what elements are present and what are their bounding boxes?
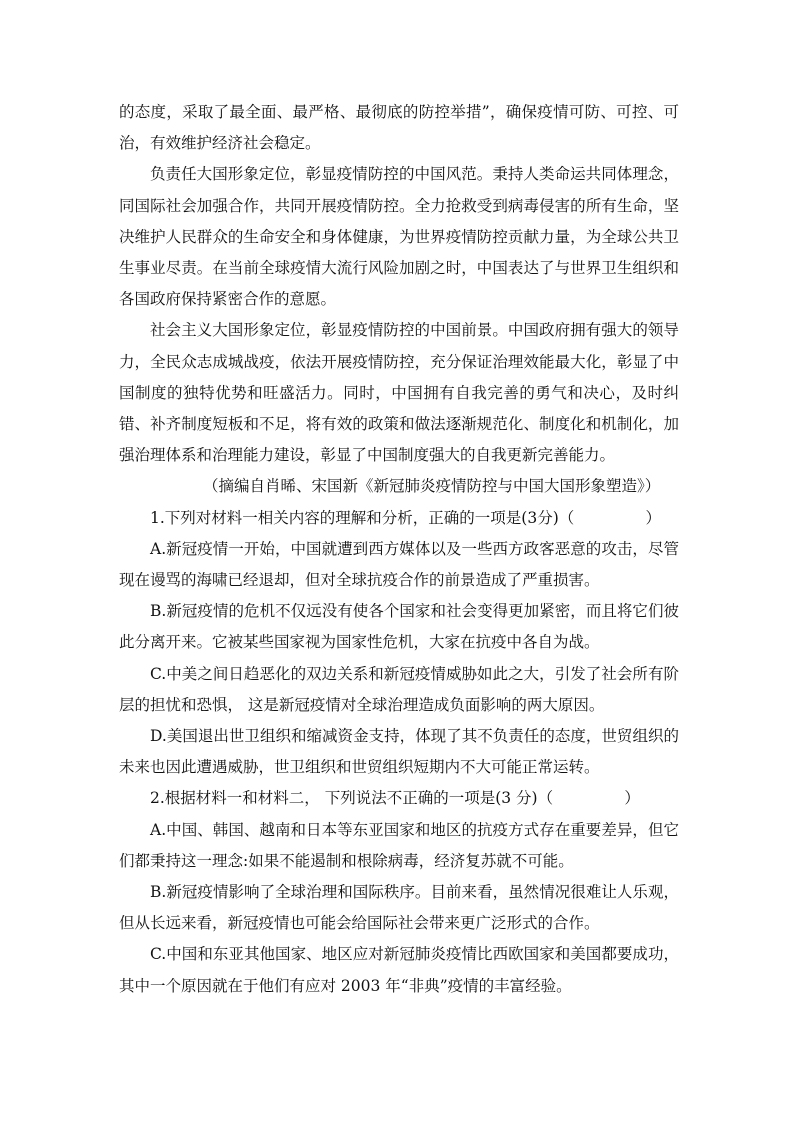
question-2-option-c: C.中国和东亚其他国家、地区应对新冠肺炎疫情比西欧国家和美国都要成功，其中一个原因就在于他们有应对 2003 年“非典”疫情的丰富经验。 [119, 945, 679, 995]
question-stem-close: ） [624, 789, 640, 808]
passage-paragraph-socialist-power: 社会主义大国形象定位，彰显疫情防控的中国前景。中国政府拥有强大的领导力，全民众志成城战疫，依法开展疫情防控，充分保证治理效能最大化，彰显了中国制度的独特优势和旺盛活力。同时，中国拥有自我完善的勇气和决心，及时纠错、补齐制度短板和不足，将有效的政策和做法逐渐规范化、制度化和机制化，加强治理体系和治理能力建设，彰显了中国制度强大的自我更新完善能力。 [119, 321, 679, 465]
document-page [119, 97, 679, 1002]
question-1 [119, 503, 679, 784]
question-1-option-d: D.美国退出世卫组织和缩减资金支持，体现了其不负责任的态度，世贸组织的未来也因此遭遇威胁，世卫组织和世贸组织短期内不大可能正常运转。 [119, 727, 679, 777]
question-1-option-b: B.新冠疫情的危机不仅远没有使各个国家和社会变得更加紧密，而且将它们彼此分离开来。它被某些国家视为国家性危机，大家在抗疫中各自为战。 [119, 602, 679, 652]
question-1-option-a: A.新冠疫情一开始，中国就遭到西方媒体以及一些西方政客恶意的攻击，尽管现在谩骂的海啸已经退却，但对全球抗疫合作的前景造成了严重损害。 [119, 539, 679, 590]
passage-paragraph-continuation: 的态度，采取了最全面、最严格、最彻底的防控举措”，确保疫情可防、可控、可治，有效维护经济社会稳定。 [119, 103, 679, 153]
passage-source: （摘编自肖晞、宋国新《新冠肺炎疫情防控与中国大国形象塑造》） [203, 477, 661, 496]
question-stem [119, 503, 679, 534]
passage-paragraph-responsible-power: 负责任大国形象定位，彰显疫情防控的中国风范。秉持人类命运共同体理念，同国际社会加强合作，共同开展疫情防控。全力抢救受到病毒侵害的所有生命，坚决维护人民群众的生命安全和身体健康，为世界疫情防控贡献力量，为全球公共卫生事业尽责。在当前全球疫情大流行风险加剧之时，中国表达了与世界卫生组织和各国政府保持紧密合作的意愿。 [119, 165, 679, 309]
question-1-option-c: C.中美之间日趋恶化的双边关系和新冠疫情威胁如此之大，引发了社会所有阶层的担忧和恐惧， 这是新冠疫情对全球治理造成负面影响的两大原因。 [119, 664, 679, 714]
question-2 [119, 783, 679, 1001]
question-stem [119, 783, 679, 814]
question-stem-close: ） [645, 508, 662, 527]
question-2-option-b: B.新冠疫情影响了全球治理和国际秩序。目前来看，虽然情况很难让人乐观，但从长远来看，新冠疫情也可能会给国际社会带来更广泛形式的合作。 [119, 883, 679, 933]
question-stem-text: 1.下列对材料一相关内容的理解和分析，正确的一项是(3分)（ [150, 508, 575, 527]
question-2-option-a: A.中国、韩国、越南和日本等东亚国家和地区的抗疫方式存在重要差异，但它们都秉持这一理念:如果不能遏制和根除病毒，经济复苏就不可能。 [119, 820, 679, 870]
question-stem-text: 2.根据材料一和材料二， 下列说法不正确的一项是(3 分)（ [150, 789, 554, 808]
